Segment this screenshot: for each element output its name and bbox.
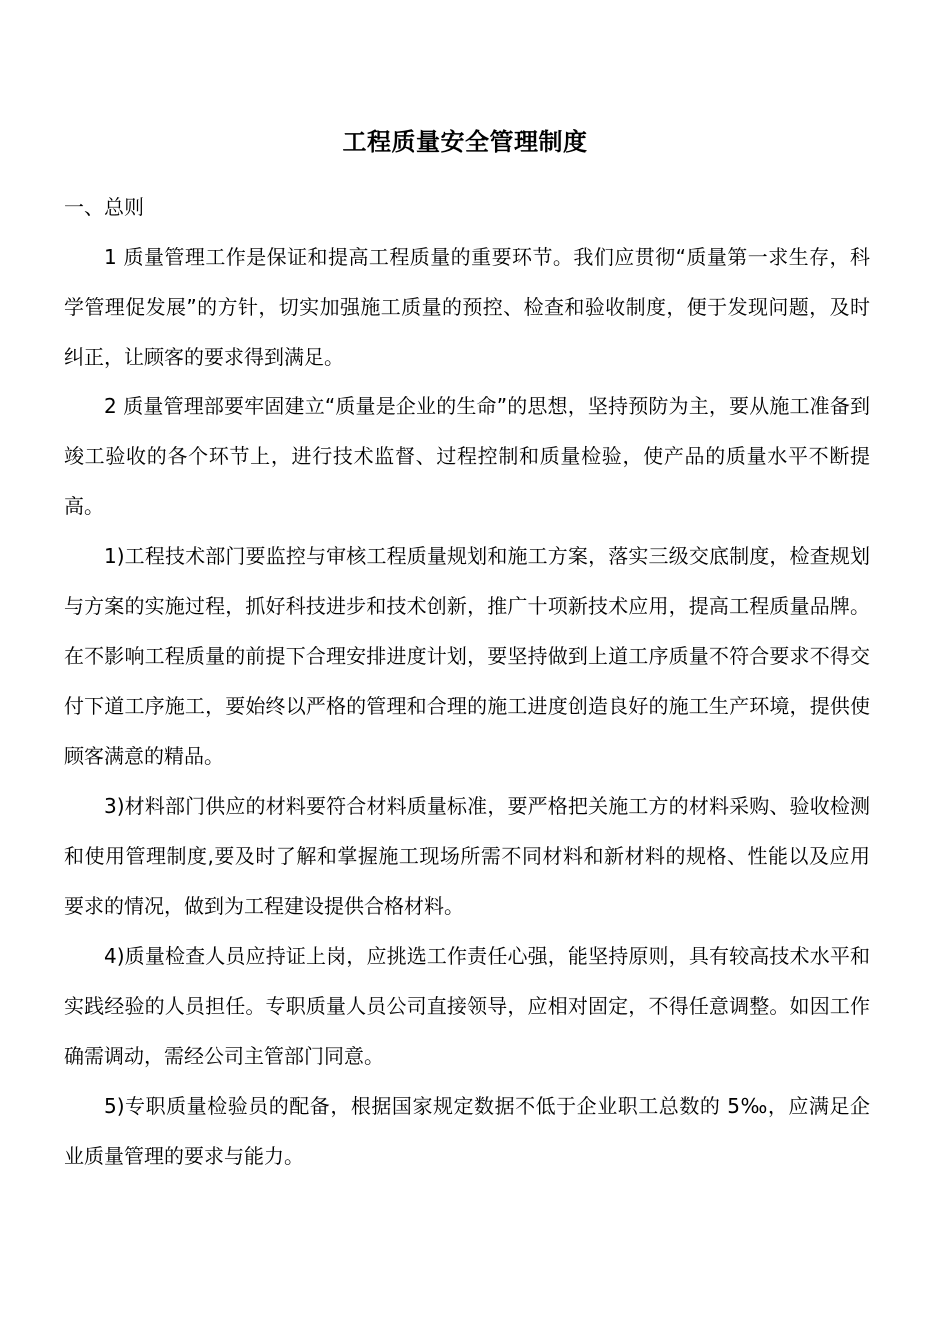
paragraph-3: 1)工程技术部门要监控与审核工程质量规划和施工方案，落实三级交底制度，检查规划与方案的实施过程，抓好科技进步和技术创新，推广十项新技术应用，提高工程质量品牌。在不影响工程质量的前提下合理安排进度计划，要坚持做到上道工序质量不符合要求不得交付下道工序施工，要始终以严格的管理和合理的施工进度创造良好的施工生产环境，提供使顾客满意的精品。 [64,544,870,768]
paragraph-4: 3)材料部门供应的材料要符合材料质量标准，要严格把关施工方的材料采购、验收检测和使用管理制度,要及时了解和掌握施工现场所需不同材料和新材料的规格、性能以及应用要求的情况，做到为工程建设提供合格材料。 [64,794,870,918]
paragraph-5: 4)质量检查人员应持证上岗，应挑选工作责任心强，能坚持原则，具有较高技术水平和实践经验的人员担任。专职质量人员公司直接领导，应相对固定，不得任意调整。如因工作确需调动，需经公司主管部门同意。 [64,944,870,1068]
paragraph-2: 2 质量管理部要牢固建立“质量是企业的生命”的思想，坚持预防为主，要从施工准备到竣工验收的各个环节上，进行技术监督、过程控制和质量检验，使产品的质量水平不断提高。 [64,394,870,518]
paragraph-6: 5)专职质量检验员的配备，根据国家规定数据不低于企业职工总数的 5‰，应满足企业质量管理的要求与能力。 [64,1094,870,1168]
section-heading: 一、总则 [64,195,144,219]
paragraph-1: 1 质量管理工作是保证和提高工程质量的重要环节。我们应贯彻“质量第一求生存，科学管理促发展”的方针，切实加强施工质量的预控、检查和验收制度，便于发现问题，及时纠正，让顾客的要求得到满足。 [64,245,870,369]
document-title: 工程质量安全管理制度 [342,128,588,156]
